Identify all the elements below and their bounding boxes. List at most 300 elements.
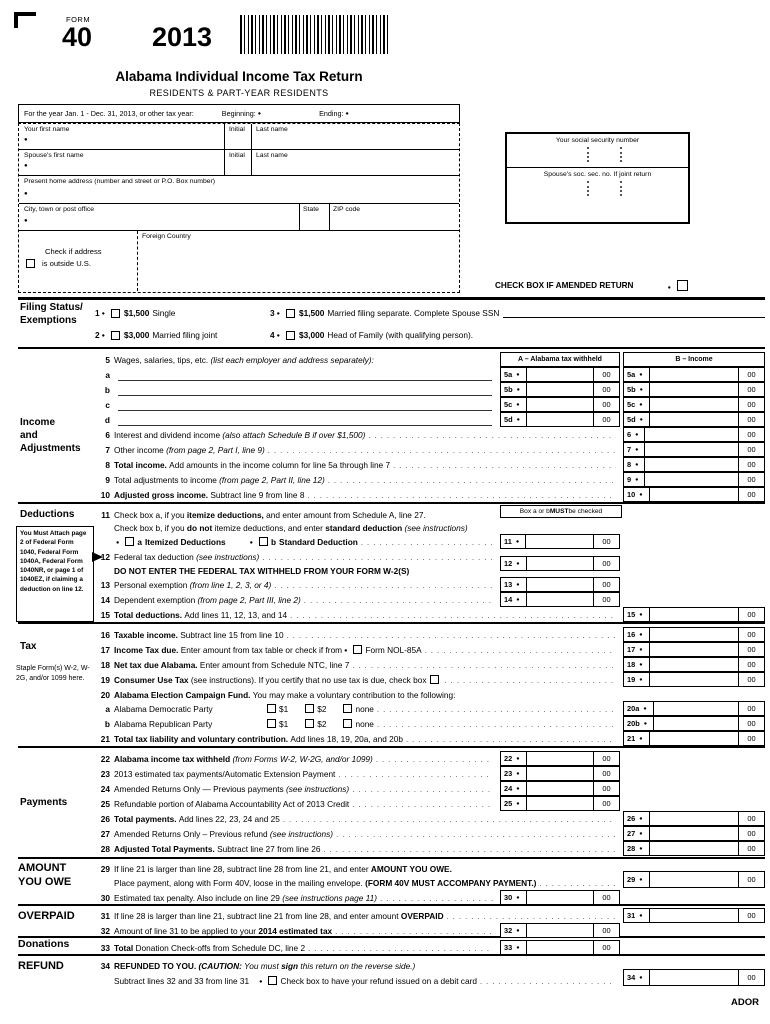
cents-cell: 00 — [738, 443, 764, 456]
section-amount-you-owe-2: YOU OWE — [18, 876, 72, 888]
wage-row-a — [18, 367, 765, 382]
cents-cell: 00 — [738, 842, 764, 855]
cents-cell: 00 — [593, 752, 619, 765]
city-state-zip-row[interactable] — [19, 204, 459, 231]
line-number: 18 — [100, 659, 110, 670]
line-15 — [18, 607, 765, 622]
line-6 — [18, 427, 765, 442]
cents-cell: 00 — [738, 473, 764, 486]
line-number: 10 — [100, 489, 110, 500]
section-income-1: Income — [20, 417, 56, 428]
dot-leader — [328, 475, 616, 485]
dot-leader — [262, 552, 493, 562]
option-amount: $3,000 — [123, 330, 150, 340]
line-number: 27 — [100, 828, 110, 839]
line28-amount-box[interactable] — [623, 841, 765, 856]
last-name-label: Last name — [256, 152, 288, 159]
line-label: Taxable income. Subtract line 15 from line 10 — [114, 629, 284, 640]
line19-amount-box[interactable] — [623, 672, 765, 687]
target-dot-icon — [516, 784, 519, 793]
line7-amount-box[interactable] — [623, 442, 765, 457]
initial-label: Initial — [229, 152, 245, 159]
line5a-withheld-box[interactable] — [500, 367, 620, 382]
option-label: Married filing separate. Complete Spouse SSN — [327, 308, 500, 318]
line32-amount-box[interactable] — [500, 923, 620, 938]
republican-party-label: Alabama Republican Party — [114, 718, 213, 729]
filing-single-checkbox[interactable] — [111, 309, 120, 318]
ssn-separator — [620, 147, 622, 162]
cell-divider — [329, 204, 330, 230]
line-22 — [18, 751, 765, 766]
filing-option-3 — [270, 305, 765, 321]
line-label: 2013 estimated tax payments/Automatic Extension Payment — [114, 768, 336, 779]
option-amount: $3,000 — [298, 330, 325, 340]
target-dot-icon — [516, 537, 519, 546]
box-number: 20b ● — [624, 717, 654, 730]
nol-85a-label: Form NOL-85A — [365, 644, 422, 655]
line-label: Check box b, if you do not itemize deductions, and enter standard deduction (see instructions) — [114, 522, 468, 533]
line-label: Personal exemption (from line 1, 2, 3, or 4) — [114, 579, 272, 590]
row-letter: a — [105, 369, 110, 380]
form-title: Alabama Individual Income Tax Return — [115, 69, 363, 84]
dot-leader — [338, 769, 493, 779]
box-number: 22 ● — [501, 752, 527, 765]
section-divider — [18, 746, 765, 748]
line-30 — [18, 890, 765, 905]
line34-amount-box[interactable] — [623, 969, 765, 986]
line27-amount-box[interactable] — [623, 826, 765, 841]
target-dot-icon — [258, 109, 261, 118]
target-dot-icon — [639, 734, 642, 743]
filing-option-1 — [95, 305, 175, 321]
box-number: 34 ● — [624, 970, 650, 985]
box-number: 10 ● — [624, 488, 650, 501]
itemized-deductions-checkbox[interactable] — [125, 537, 134, 546]
dot-leader — [352, 660, 616, 670]
section-divider — [18, 502, 765, 504]
dollar-2-label: $2 — [317, 703, 327, 714]
box-number: 5a ● — [624, 368, 650, 381]
dot-leader — [393, 460, 616, 470]
dot-leader — [308, 943, 493, 953]
line-12 — [18, 549, 765, 568]
line-24 — [18, 781, 765, 796]
option-letter: b — [270, 536, 277, 547]
row-letter: b — [104, 718, 110, 729]
dot-leader — [368, 430, 616, 440]
line11-amount-box[interactable] — [500, 534, 620, 549]
none-label: none — [355, 703, 374, 714]
section-deductions: Deductions — [20, 509, 75, 520]
cents-cell: 00 — [593, 941, 619, 954]
dot-leader — [445, 675, 616, 685]
line-label: Total income. Add amounts in the income column for line 5a through line 7 — [114, 459, 391, 470]
spouse-ssn-writein-line[interactable] — [503, 308, 765, 318]
target-dot-icon — [639, 370, 642, 379]
target-dot-icon — [516, 926, 519, 935]
line-label: Amended Returns Only — Previous payments (see instructions) — [114, 783, 350, 794]
target-dot-icon — [516, 769, 519, 778]
line-13 — [18, 577, 765, 592]
target-dot-icon — [639, 829, 642, 838]
option-number: 4 — [270, 330, 275, 340]
line-label: Refundable portion of Alabama Accountability Act of 2013 Credit — [114, 798, 350, 809]
line-19 — [18, 672, 765, 687]
state-label: State — [303, 206, 319, 213]
your-ssn-field[interactable] — [517, 144, 678, 165]
filing-married-joint-checkbox[interactable] — [111, 331, 120, 340]
box-number: 21 ● — [624, 732, 650, 745]
line9-amount-box[interactable] — [623, 472, 765, 487]
target-dot-icon — [516, 893, 519, 902]
line5c-withheld-box[interactable] — [500, 397, 620, 412]
line-number: 16 — [100, 629, 110, 640]
cents-cell: 00 — [738, 812, 764, 825]
ssn-box — [505, 132, 690, 224]
target-dot-icon — [639, 844, 642, 853]
line10-amount-box[interactable] — [623, 487, 765, 502]
debit-card-checkbox[interactable] — [268, 976, 277, 985]
option-number: 2 — [95, 330, 100, 340]
box-number: 13 ● — [501, 578, 527, 591]
target-dot-icon — [644, 719, 647, 728]
target-dot-icon — [639, 490, 642, 499]
amended-return-checkbox[interactable] — [677, 280, 688, 291]
target-dot-icon — [259, 976, 262, 986]
barcode — [240, 15, 390, 54]
box-number: 14 ● — [501, 593, 527, 606]
line-number: 19 — [100, 674, 110, 685]
outside-us-label-2: is outside U.S. — [42, 259, 91, 268]
employer-writein-line[interactable] — [118, 414, 492, 426]
target-dot-icon — [639, 814, 642, 823]
target-dot-icon — [516, 370, 519, 379]
nol-85a-checkbox[interactable] — [353, 645, 362, 654]
your-ssn-label: Your social security number — [555, 137, 640, 144]
form-subtitle: RESIDENTS & PART-YEAR RESIDENTS — [149, 88, 329, 98]
line-7 — [18, 442, 765, 457]
cents-cell: 00 — [738, 970, 764, 985]
line-9 — [18, 472, 765, 487]
target-dot-icon — [668, 277, 671, 293]
dot-leader — [287, 630, 616, 640]
line14-amount-box[interactable] — [500, 592, 620, 607]
cents-cell: 00 — [593, 924, 619, 937]
box-number: 7 ● — [624, 443, 645, 456]
line-number: 22 — [100, 753, 110, 764]
target-dot-icon — [516, 400, 519, 409]
line-29-text-b — [18, 875, 765, 890]
line33-amount-box[interactable] — [500, 940, 620, 955]
box-number: 5b ● — [501, 383, 527, 396]
target-dot-icon — [102, 330, 105, 340]
line-label: Other income (from page 2, Part I, line 9) — [114, 444, 265, 455]
line12-pointer-arrow — [92, 552, 103, 562]
target-dot-icon — [640, 415, 643, 424]
wage-row-c — [18, 397, 765, 412]
option-label: Married filing joint — [152, 330, 218, 340]
section-payments: Payments — [20, 797, 68, 808]
line-label: Place payment, along with Form 40V, loose in the mailing envelope. (FORM 40V MUST ACCOMPANY PAYMENT.) — [114, 877, 537, 888]
box-number: 5b ● — [624, 383, 650, 396]
target-dot-icon — [639, 660, 642, 669]
line31-amount-box[interactable] — [623, 908, 765, 923]
cents-cell: 00 — [738, 398, 764, 411]
line-12-warning — [18, 563, 765, 578]
republican-2-dollar-checkbox[interactable] — [305, 719, 314, 728]
line15-amount-box[interactable] — [623, 607, 765, 622]
line5b-income-box[interactable] — [623, 382, 765, 397]
spouse-ssn-field[interactable] — [517, 178, 678, 199]
line-28 — [18, 841, 765, 856]
dot-leader — [406, 734, 616, 744]
cents-cell: 00 — [738, 458, 764, 471]
dot-leader — [361, 537, 493, 547]
line-label: Net tax due Alabama. Enter amount from Schedule NTC, line 7 — [114, 659, 350, 670]
line5-number: 5 — [105, 354, 110, 365]
cents-cell: 00 — [593, 797, 619, 810]
line-number: 11 — [101, 509, 110, 520]
line20b-amount-box[interactable] — [623, 716, 765, 731]
line23-amount-box[interactable] — [500, 766, 620, 781]
dot-leader — [274, 580, 493, 590]
line-label: Amount of line 31 to be applied to your 2014 estimated tax — [114, 925, 333, 936]
filing-option-2 — [95, 327, 217, 343]
line20a-amount-box[interactable] — [623, 701, 765, 716]
cents-cell: 00 — [593, 593, 619, 606]
filing-status-row-2 — [18, 327, 765, 343]
no-use-tax-checkbox[interactable] — [430, 675, 439, 684]
box-number: 11 ● — [501, 535, 526, 548]
line-16 — [18, 627, 765, 642]
line-label: Total payments. Add lines 22, 23, 24 and 25 — [114, 813, 280, 824]
line-number: 26 — [100, 813, 110, 824]
line13-amount-box[interactable] — [500, 577, 620, 592]
cell-divider — [224, 150, 225, 175]
target-dot-icon — [635, 460, 638, 469]
box-number: 5a ● — [501, 368, 527, 381]
line-label: Total tax liability and voluntary contribution. Add lines 18, 19, 20a, and 20b — [114, 733, 403, 744]
section-amount-you-owe-1: AMOUNT — [18, 862, 67, 874]
column-b-header: B – Income — [623, 352, 765, 367]
cents-cell: 00 — [593, 368, 619, 381]
cents-cell: 00 — [593, 891, 619, 904]
target-dot-icon — [639, 630, 642, 639]
dot-leader — [380, 893, 493, 903]
dot-leader — [283, 814, 616, 824]
box-number: 20a ● — [624, 702, 654, 715]
line5a-income-box[interactable] — [623, 367, 765, 382]
filing-option-4 — [270, 327, 473, 343]
cell-divider — [251, 124, 252, 149]
box-number: 32 ● — [501, 924, 527, 937]
entry-dot-icon — [24, 154, 28, 172]
republican-1-dollar-checkbox[interactable] — [267, 719, 276, 728]
line-label: Interest and dividend income (also attach Schedule B if over $1,500) — [114, 429, 366, 440]
dot-leader — [307, 490, 616, 500]
filing-status-row-1 — [18, 305, 765, 321]
cents-cell: 00 — [738, 732, 764, 745]
cell-divider — [137, 231, 138, 291]
line-18 — [18, 657, 765, 672]
box-number: 16 ● — [624, 628, 650, 641]
line-label: If line 21 is larger than line 28, subtract line 28 from line 21, and enter AMOUNT YOU OWE. — [114, 863, 452, 874]
initial-label: Initial — [229, 126, 245, 133]
line-34-text-b — [18, 973, 765, 988]
democratic-1-dollar-checkbox[interactable] — [267, 704, 276, 713]
beginning-label: Beginning: — [221, 109, 256, 118]
dot-leader — [377, 704, 616, 714]
line26-amount-box[interactable] — [623, 811, 765, 826]
employer-writein-line[interactable] — [118, 399, 492, 411]
amended-return-row — [495, 278, 691, 292]
line6-amount-box[interactable] — [623, 427, 765, 442]
employer-writein-line[interactable] — [118, 384, 492, 396]
line30-amount-box[interactable] — [500, 890, 620, 905]
target-dot-icon — [516, 595, 519, 604]
line8-amount-box[interactable] — [623, 457, 765, 472]
line-number: 6 — [105, 429, 110, 440]
line-label: Consumer Use Tax (see instructions). If you certify that no use tax is due, check box — [114, 674, 427, 685]
outside-us-checkbox[interactable] — [26, 259, 35, 268]
foreign-country-row[interactable] — [19, 231, 459, 291]
debit-card-label: Check box to have your refund issued on a debit card — [280, 975, 477, 986]
option-label: Single — [152, 308, 176, 318]
cents-cell: 00 — [738, 643, 764, 656]
dot-leader — [480, 976, 616, 986]
target-dot-icon — [344, 645, 347, 655]
wage-row-b — [18, 382, 765, 397]
target-dot-icon — [250, 537, 253, 547]
ssn-separator — [587, 181, 589, 196]
entry-dot-icon — [24, 182, 28, 200]
cents-cell: 00 — [593, 578, 619, 591]
target-dot-icon — [517, 385, 520, 394]
line24-amount-box[interactable] — [500, 781, 620, 796]
spouse-first-name-label: Spouse's first name — [24, 152, 84, 159]
standard-deduction-label: Standard Deduction — [279, 536, 358, 547]
line-number: 33 — [100, 942, 110, 953]
cents-cell: 00 — [738, 702, 764, 715]
box-number: 23 ● — [501, 767, 527, 780]
target-dot-icon — [639, 400, 642, 409]
none-label: none — [355, 718, 374, 729]
line-27 — [18, 826, 765, 841]
line5b-withheld-box[interactable] — [500, 382, 620, 397]
republican-none-checkbox[interactable] — [343, 719, 352, 728]
line-number: 12 — [100, 551, 110, 562]
line17-amount-box[interactable] — [623, 642, 765, 657]
line22-amount-box[interactable] — [500, 751, 620, 766]
row-letter: d — [104, 414, 110, 425]
itemized-deductions-label: Itemized Deductions — [144, 536, 226, 547]
line16-amount-box[interactable] — [623, 627, 765, 642]
cents-cell: 00 — [738, 383, 764, 396]
target-dot-icon — [277, 308, 280, 318]
line-number: 15 — [100, 609, 110, 620]
line-number: 14 — [100, 594, 110, 605]
line-number: 21 — [100, 733, 110, 744]
first-name-row[interactable] — [19, 124, 459, 150]
standard-deduction-checkbox[interactable] — [259, 537, 268, 546]
box-number: 26 ● — [624, 812, 650, 825]
cents-cell: 00 — [738, 368, 764, 381]
option-label: Head of Family (with qualifying person). — [327, 330, 474, 340]
line-11-checkboxes — [18, 534, 765, 549]
line21-amount-box[interactable] — [623, 731, 765, 746]
employer-writein-line[interactable] — [118, 369, 492, 381]
form-label: FORM — [66, 15, 91, 24]
line-32 — [18, 923, 765, 938]
cents-cell: 00 — [738, 872, 764, 887]
line-number: 28 — [100, 843, 110, 854]
box-a-or-b-note: Box a or b MUST be checked — [500, 505, 622, 518]
democratic-2-dollar-checkbox[interactable] — [305, 704, 314, 713]
dot-leader — [323, 844, 616, 854]
section-divider — [18, 857, 765, 859]
line29-amount-box[interactable] — [623, 871, 765, 888]
line-17 — [18, 642, 765, 657]
line5d-income-box[interactable] — [623, 412, 765, 427]
line-25 — [18, 796, 765, 811]
democratic-none-checkbox[interactable] — [343, 704, 352, 713]
target-dot-icon — [639, 645, 642, 654]
box-number: 25 ● — [501, 797, 527, 810]
dollar-2-label: $2 — [317, 718, 327, 729]
line-label: Income Tax due. Enter amount from tax table or check if from — [114, 644, 343, 655]
section-exemptions: Exemptions — [20, 315, 77, 326]
dot-leader — [336, 829, 616, 839]
section-overpaid: OVERPAID — [18, 910, 75, 922]
filing-head-of-family-checkbox[interactable] — [286, 331, 295, 340]
line5-label: Wages, salaries, tips, etc. (list each employer and address separately): — [114, 354, 374, 365]
taxpayer-info-block — [18, 123, 460, 293]
entry-dot-icon — [24, 128, 28, 146]
section-income-2: and — [20, 430, 38, 441]
line18-amount-box[interactable] — [623, 657, 765, 672]
tax-year-row — [18, 104, 460, 123]
target-dot-icon — [639, 911, 642, 920]
target-dot-icon — [643, 704, 646, 713]
line-label: Estimated tax penalty. Also include on line 29 (see instructions page 11) — [114, 892, 378, 903]
form-year: 2013 — [152, 22, 213, 52]
box-number: 29 ● — [624, 872, 650, 887]
line-label: Alabama income tax withheld (from Forms W-2, W-2G, and/or 1099) — [114, 753, 373, 764]
target-dot-icon — [517, 415, 520, 424]
line25-amount-box[interactable] — [500, 796, 620, 811]
line-number: 34 — [100, 960, 110, 971]
dot-leader — [268, 445, 616, 455]
line5d-withheld-box[interactable] — [500, 412, 620, 427]
target-dot-icon — [635, 475, 638, 484]
line-number: 17 — [100, 644, 110, 655]
target-dot-icon — [102, 308, 105, 318]
line-label: Total deductions. Add lines 11, 12, 13, and 14 — [114, 609, 288, 620]
box-number: 9 ● — [624, 473, 645, 486]
box-number: 19 ● — [624, 673, 650, 686]
cell-divider — [299, 204, 300, 230]
spouse-name-row[interactable] — [19, 150, 459, 176]
ador-mark: ADOR — [731, 997, 759, 1008]
staple-forms-note: Staple Form(s) W-2, W-2G, and/or 1099 here. — [16, 665, 90, 683]
section-tax: Tax — [20, 641, 37, 652]
home-address-row[interactable] — [19, 176, 459, 204]
line5c-income-box[interactable] — [623, 397, 765, 412]
line-8 — [18, 457, 765, 472]
dot-leader — [335, 926, 493, 936]
filing-married-separate-checkbox[interactable] — [286, 309, 295, 318]
first-name-label: Your first name — [24, 126, 70, 133]
